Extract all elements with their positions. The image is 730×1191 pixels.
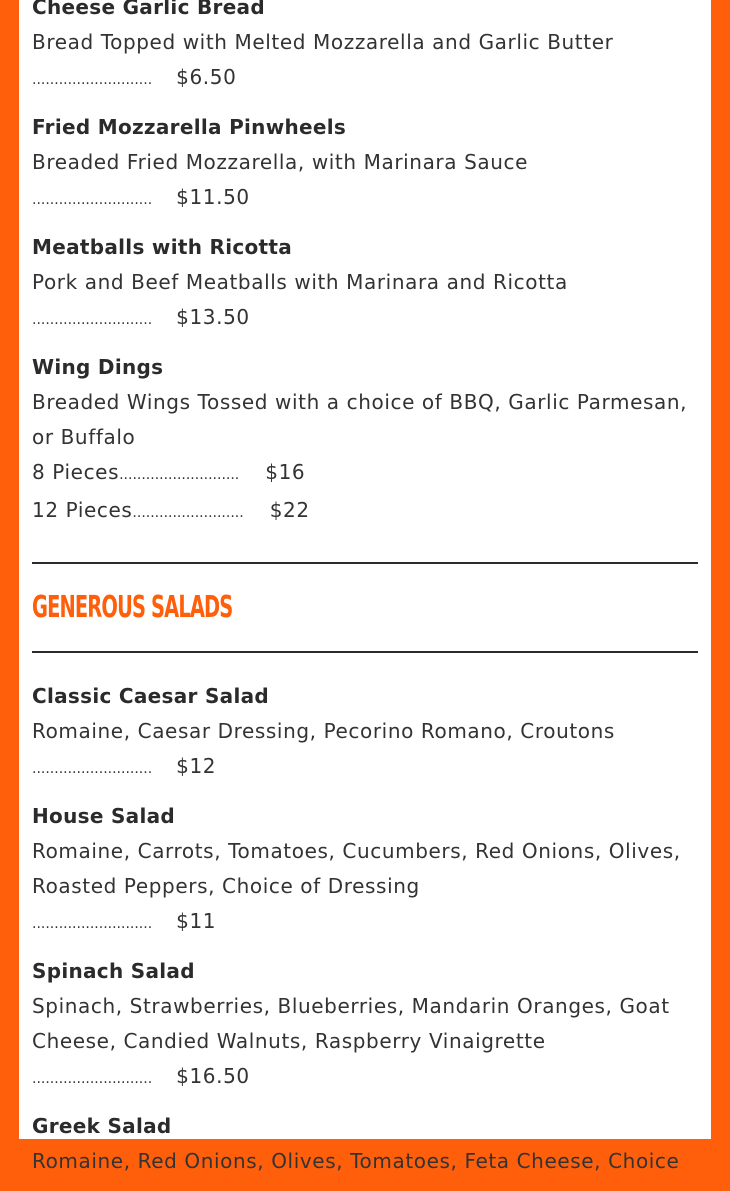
item-name: Meatballs with Ricotta [32, 235, 293, 259]
item-description: Romaine, Red Onions, Olives, Tomatoes, Feta Cheese, Choice [32, 1149, 680, 1173]
leader-dots: ........................... [32, 192, 153, 208]
menu-panel [19, 0, 711, 1173]
item-price-line [32, 60, 698, 98]
item-price: $22 [269, 498, 310, 522]
item-name: Wing Dings [32, 355, 164, 379]
item-description: Breaded Wings Tossed with a choice of BBQ, Garlic Parmesan, or Buffalo [32, 390, 688, 449]
item-description: Romaine, Caesar Dressing, Pecorino Romano, Croutons [32, 719, 615, 743]
menu-item-classic-caesar-salad [32, 679, 698, 787]
menu-item-meatballs-with-ricotta [32, 230, 698, 338]
option-label: 8 Pieces [32, 460, 120, 484]
leader-dots: ........................... [32, 916, 153, 932]
section-divider-top [32, 562, 698, 564]
item-price: $12 [176, 754, 217, 778]
item-description: Pork and Beef Meatballs with Marinara and Ricotta [32, 270, 568, 294]
leader-dots: ........................... [32, 1071, 153, 1087]
item-description: Spinach, Strawberries, Blueberries, Mandarin Oranges, Goat Cheese, Candied Walnuts, Raspberry Vinaigrette [32, 994, 670, 1053]
leader-dots: ........................... [32, 72, 153, 88]
option-label: 12 Pieces [32, 498, 133, 522]
item-description: Breaded Fried Mozzarella, with Marinara Sauce [32, 150, 528, 174]
item-name: Fried Mozzarella Pinwheels [32, 115, 347, 139]
item-name: House Salad [32, 804, 176, 828]
item-name: Spinach Salad [32, 959, 195, 983]
item-name: Cheese Garlic Bread [32, 0, 265, 19]
item-name: Greek Salad [32, 1114, 172, 1138]
item-price-line [32, 300, 698, 338]
section-title-salads: GENEROUS SALADS [32, 590, 233, 625]
wing-option-12-pieces [32, 493, 698, 531]
item-price: $13.50 [176, 305, 250, 329]
item-name: Classic Caesar Salad [32, 684, 270, 708]
section-divider-bottom [32, 651, 698, 653]
item-description: Bread Topped with Melted Mozzarella and Garlic Butter [32, 30, 614, 54]
leader-dots: ........................... [32, 312, 153, 328]
wing-option-8-pieces [32, 455, 698, 493]
item-price-line [32, 1059, 698, 1097]
item-price-line [32, 180, 698, 218]
item-price: $16 [265, 460, 306, 484]
menu-content [32, 0, 698, 1191]
item-price-line [32, 749, 698, 787]
item-price: $16.50 [176, 1064, 250, 1088]
menu-item-spinach-salad [32, 954, 698, 1097]
item-price: $6.50 [176, 65, 237, 89]
menu-item-wing-dings [32, 350, 698, 531]
menu-item-cheese-garlic-bread [32, 0, 698, 98]
menu-item-fried-mozzarella-pinwheels [32, 110, 698, 218]
item-price-line [32, 904, 698, 942]
item-price: $11.50 [176, 185, 250, 209]
leader-dots: ........................... [32, 761, 153, 777]
item-description: Romaine, Carrots, Tomatoes, Cucumbers, Red Onions, Olives, Roasted Peppers, Choice of Dressing [32, 839, 681, 898]
item-price: $11 [176, 909, 217, 933]
leader-dots: ........................... [119, 467, 240, 483]
menu-item-house-salad [32, 799, 698, 942]
leader-dots: ......................... [132, 505, 244, 521]
menu-item-greek-salad [32, 1109, 698, 1179]
